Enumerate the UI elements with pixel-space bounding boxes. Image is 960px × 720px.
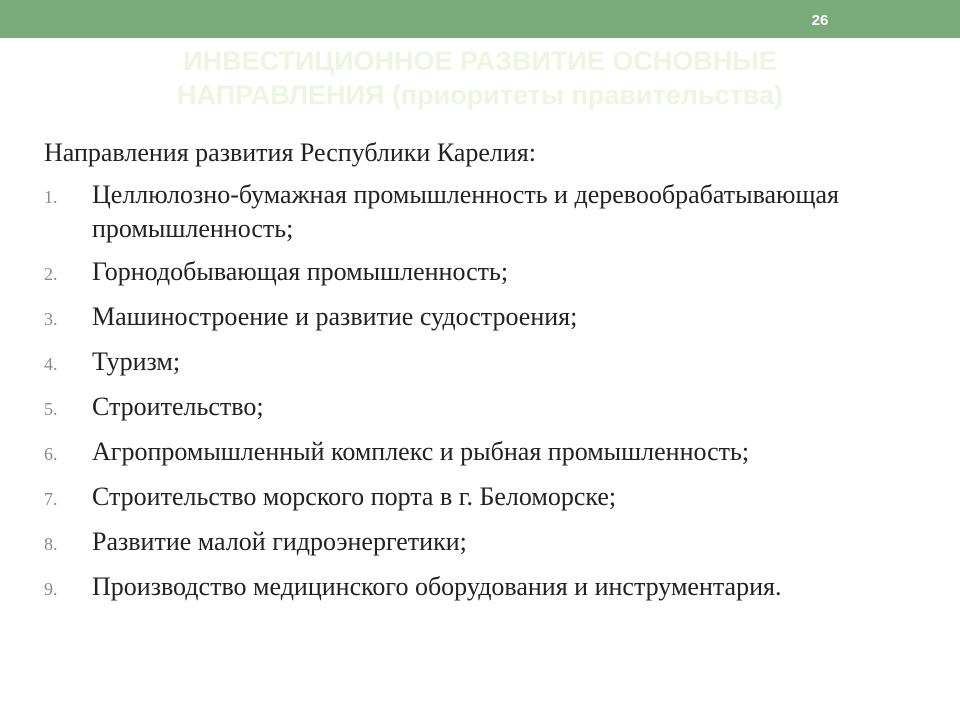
list-item-text: Производство медицинского оборудования и инструментария. bbox=[92, 572, 782, 601]
list-item-text: Машиностроение и развитие судостроения; bbox=[92, 302, 578, 331]
list-item-text: Развитие малой гидроэнергетики; bbox=[92, 527, 467, 556]
list-item bbox=[44, 255, 924, 291]
list-item bbox=[44, 525, 924, 561]
list-item-text: Строительство морского порта в г. Беломорске; bbox=[92, 482, 617, 511]
list-number: 7. bbox=[44, 489, 58, 509]
list-item bbox=[44, 345, 924, 381]
list-number: 3. bbox=[44, 309, 58, 329]
list-number: 9. bbox=[44, 579, 58, 599]
list-item-text: Целлюлозно-бумажная промышленность и деревообрабатывающая промышленность; bbox=[92, 180, 839, 243]
directions-list bbox=[44, 178, 924, 606]
list-item-text: Агропромышленный комплекс и рыбная промышленность; bbox=[92, 437, 750, 466]
list-item-text: Горнодобывающая промышленность; bbox=[92, 257, 509, 286]
list-item-text: Туризм; bbox=[92, 347, 181, 376]
list-number: 6. bbox=[44, 444, 58, 464]
intro-text: Направления развития Республики Карелия: bbox=[44, 138, 536, 167]
list-item bbox=[44, 435, 924, 471]
list-item bbox=[44, 570, 924, 606]
list-item bbox=[44, 480, 924, 516]
list-number: 8. bbox=[44, 534, 58, 554]
list-item-text: Строительство; bbox=[92, 392, 264, 421]
list-item bbox=[44, 390, 924, 426]
list-number: 1. bbox=[44, 187, 58, 207]
list-item bbox=[44, 178, 924, 246]
list-item bbox=[44, 300, 924, 336]
list-number: 2. bbox=[44, 264, 58, 284]
list-number: 4. bbox=[44, 354, 58, 374]
slide-content bbox=[44, 136, 924, 615]
page-number: 26 bbox=[811, 12, 829, 29]
slide-title: ИНВЕСТИЦИОННОЕ РАЗВИТИЕ ОСНОВНЫЕ НАПРАВЛЕНИЯ (приоритеты правительства) bbox=[177, 46, 783, 110]
list-number: 5. bbox=[44, 399, 58, 419]
